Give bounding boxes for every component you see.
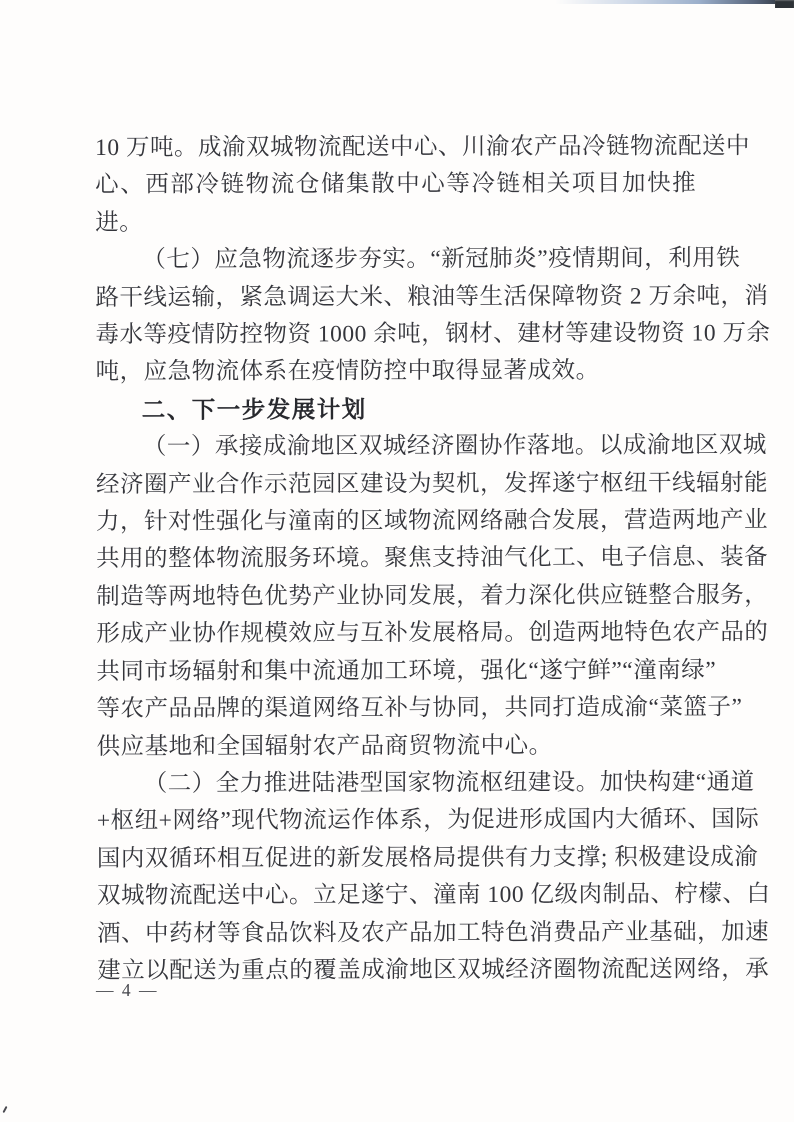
paragraph-cold-chain-continuation: [95, 128, 750, 242]
paragraph-emergency-logistics: [95, 241, 771, 392]
text-line: 力，针对性强化与潼南的区域物流网络融合发展，营造两地产业: [95, 507, 769, 536]
text-line: +枢纽+网络”现代物流运作体系，为促进形成国内大循环、国际: [96, 806, 760, 835]
text-line: 形成产业协作规模效应与互补发展格局。创造两地特色农产品的: [96, 619, 769, 648]
page-number: — 4 —: [96, 980, 159, 1000]
text-line: 经济圈产业合作示范园区建设为契机，发挥遂宁枢纽干线辐射能: [95, 469, 768, 498]
text-line: （一）承接成渝地区双城经济圈协作落地。以成渝地区双城: [142, 432, 767, 461]
text-line: 共用的整体物流服务环境。聚焦支持油气化工、电子信息、装备: [96, 544, 769, 573]
paragraph-land-port-hub: [96, 764, 771, 990]
text-line: 心、西部冷链物流仓储集散中心等冷链相关项目加快推进。: [95, 170, 697, 236]
text-line: 国内双循环相互促进的新发展格局提供有力支撑; 积极建设成渝: [96, 843, 759, 872]
text-line: 双城物流配送中心。立足遂宁、潼南 100 亿级肉制品、柠檬、白: [96, 881, 771, 910]
text-line: 共同市场辐射和集中流通加工环境，强化“遂宁鲜”“潼南绿”: [96, 657, 717, 685]
section-heading-next-step-plan: 二、下一步发展计划: [141, 396, 367, 423]
text-line: 制造等两地特色优势产业协同发展，着力深化供应链整合服务，: [96, 582, 769, 610]
text-line: 等农产品品牌的渠道网络互补与协同，共同打造成渝“菜篮子”: [96, 694, 743, 723]
document-body: [95, 128, 771, 990]
scan-artifact-streak: [555, 0, 777, 4]
text-line: 酒、中药材等食品饮料及农产品加工特色消费品产业基础，加速: [97, 918, 770, 947]
text-line: 建立以配送为重点的覆盖成渝地区双城经济圈物流配送网络，承: [97, 956, 770, 984]
scan-artifact-speck: [2, 1106, 7, 1113]
text-line: 吨，应急物流体系在疫情防控中取得显著成效。: [95, 358, 600, 386]
text-line: 路干线运输，紧急调运大米、粮油等生活保障物资 2 万余吨，消: [95, 282, 769, 311]
text-line: （二）全力推进陆港型国家物流枢纽建设。加快构建“通道: [143, 769, 755, 797]
text-line: 毒水等疫情防控物资 1000 余吨，钢材、建材等建设物资 10 万余: [95, 320, 771, 349]
paragraph-chengyu-cooperation: [95, 428, 769, 766]
text-line: 供应基地和全国辐射农产品商贸物流中心。: [96, 732, 553, 760]
text-line: （七）应急物流逐步夯实。“新冠肺炎”疫情期间，利用铁: [142, 245, 741, 274]
scan-artifact-corner: [775, 0, 794, 8]
text-line: 10 万吨。成渝双城物流配送中心、川渝农产品冷链物流配送中: [95, 133, 750, 161]
